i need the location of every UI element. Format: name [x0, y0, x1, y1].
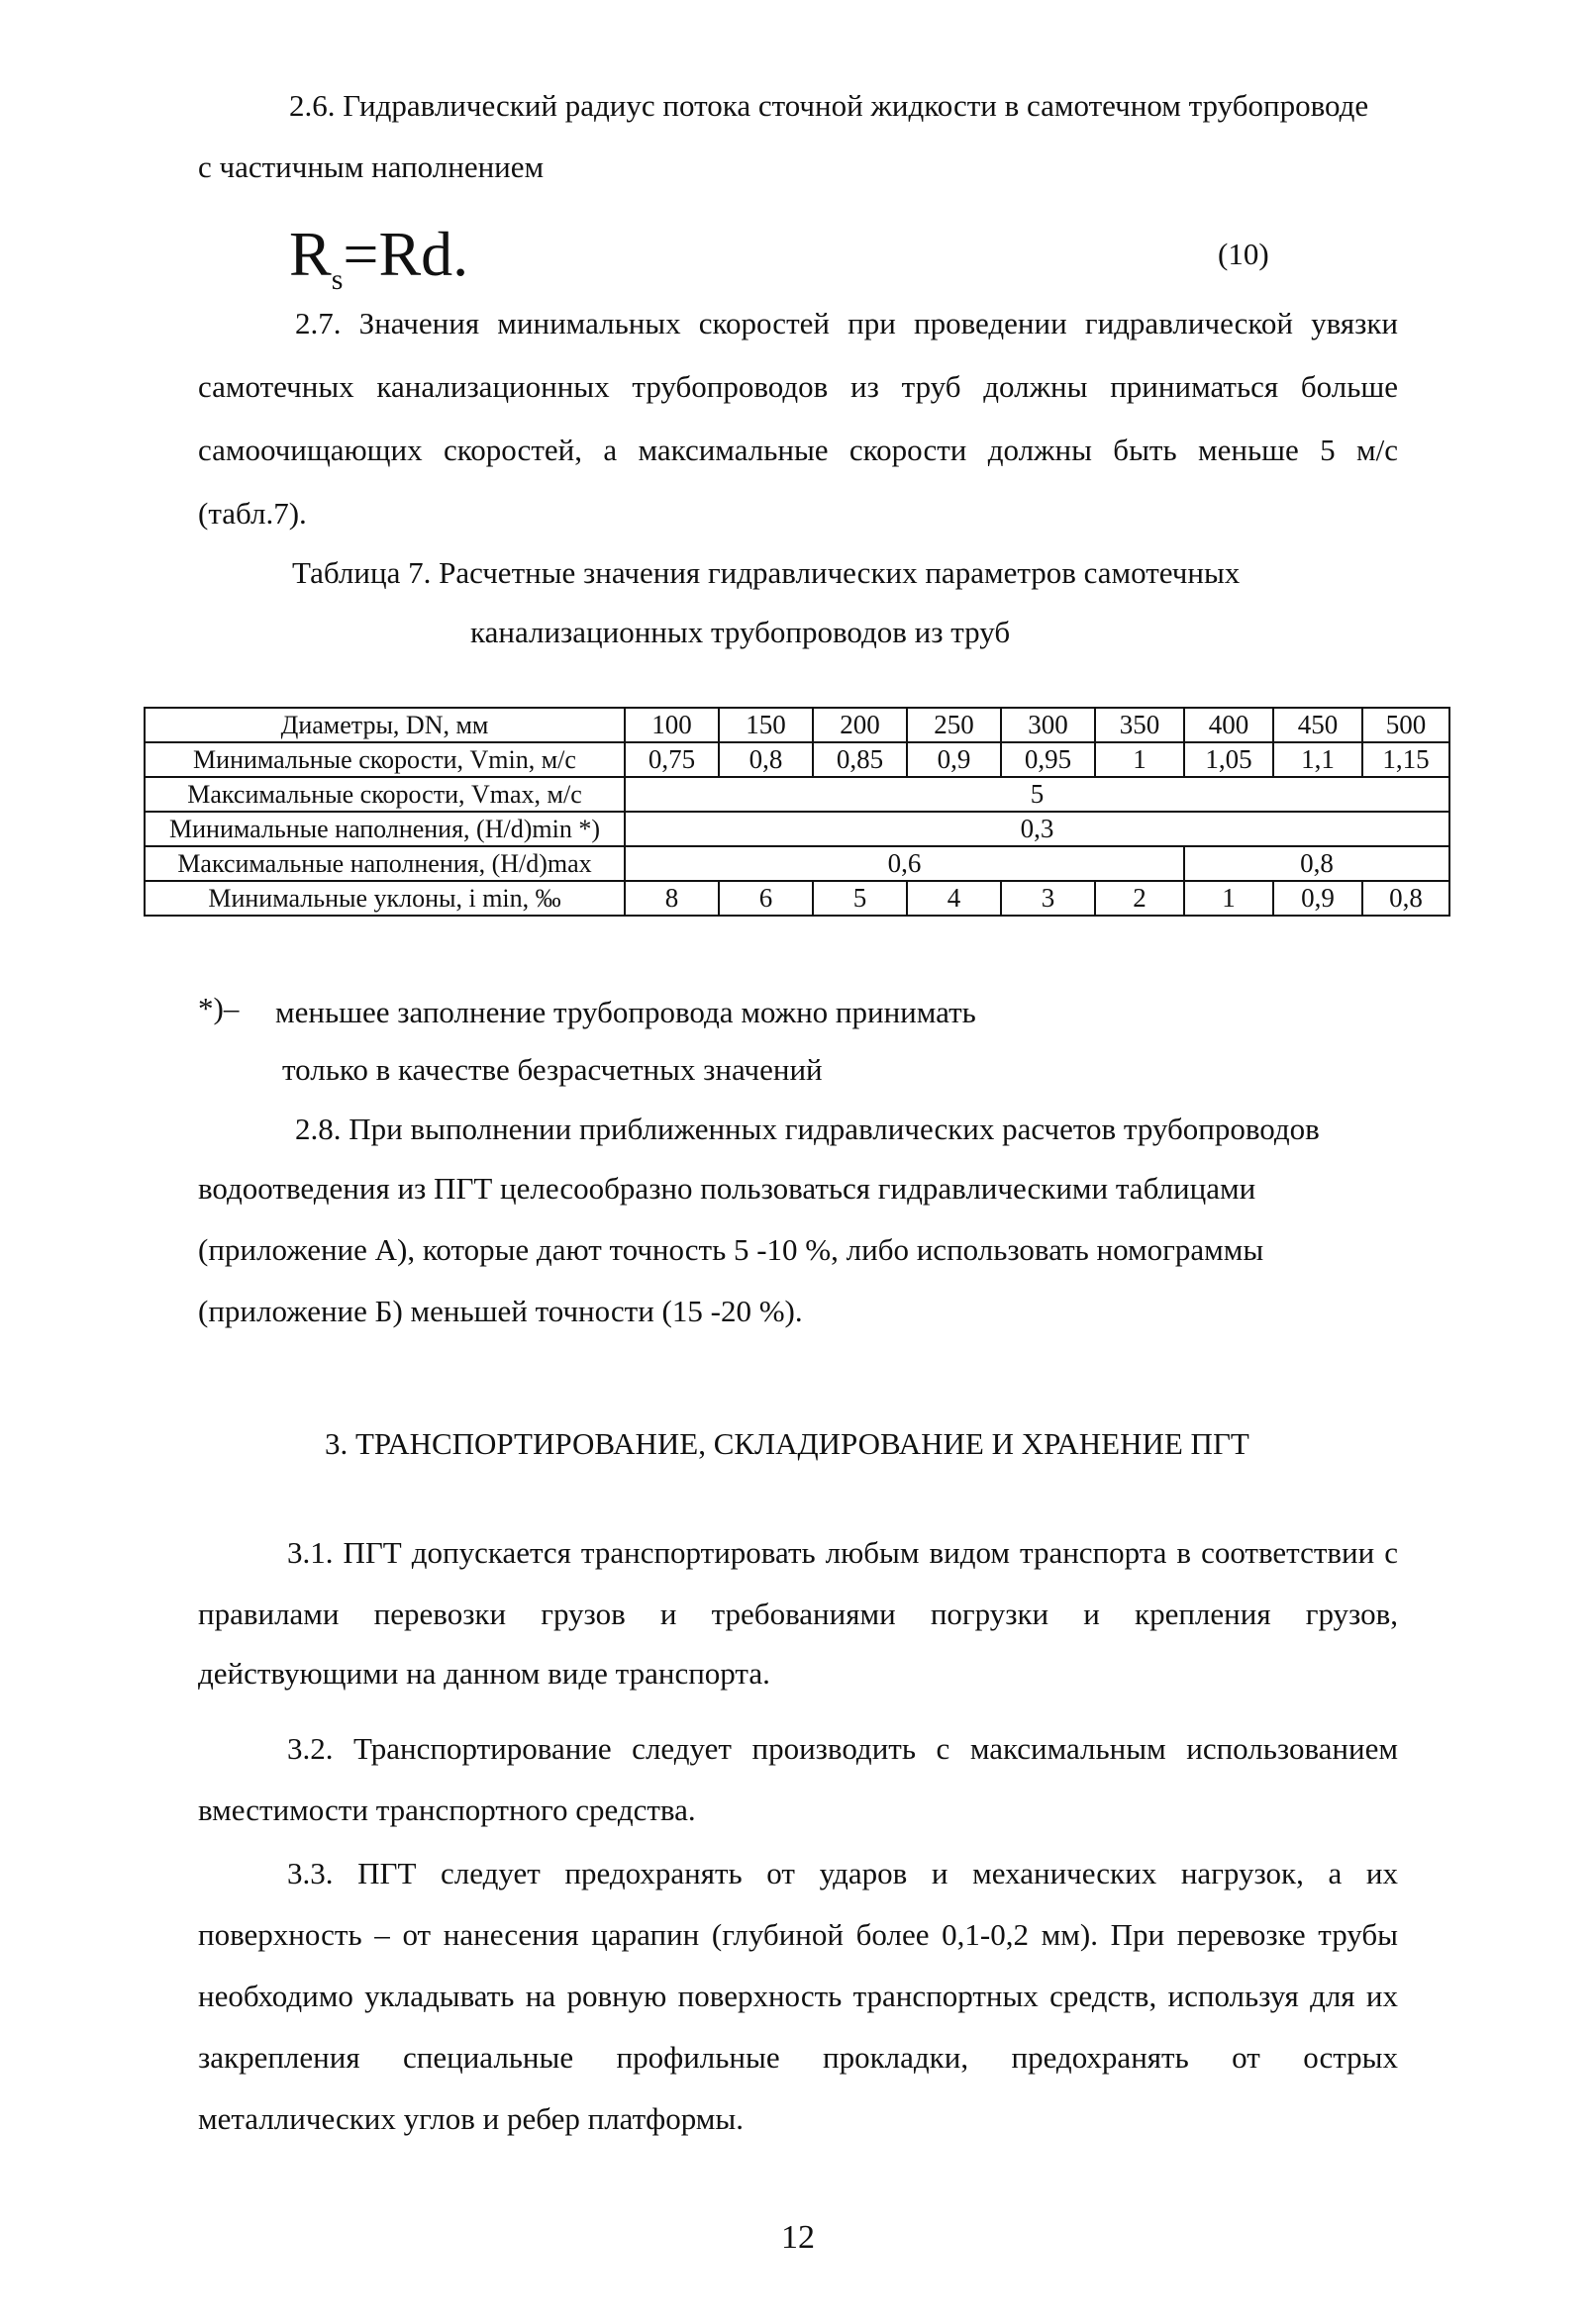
footnote-line2: только в качестве безрасчетных значений: [282, 1052, 823, 1087]
s27-line4: (табл.7).: [198, 496, 307, 531]
formula-rhs: =Rd.: [343, 219, 469, 289]
table-caption-line1: Таблица 7. Расчетные значения гидравлических параметров самотечных: [292, 555, 1241, 590]
s28-line3: (приложение А), которые дают точность 5 -10 %, либо использовать номограммы: [198, 1232, 1264, 1267]
table-row-imin: [145, 881, 1449, 916]
table-cell: 1: [1184, 881, 1273, 916]
s33-line3: необходимо укладывать на ровную поверхность транспортных средств, используя для их: [198, 1979, 1398, 2013]
footnote-line1: меньшее заполнение трубопровода можно принимать: [275, 995, 976, 1029]
table-cell: 6: [719, 881, 813, 916]
s32-line1: 3.2. Транспортирование следует производить с максимальным использованием: [287, 1731, 1398, 1766]
table-cell: 100: [625, 708, 719, 742]
table-cell: 1,05: [1184, 742, 1273, 777]
table-cell: 0,6: [625, 846, 1184, 881]
table-cell: 1,15: [1362, 742, 1449, 777]
row-label-diameters: Диаметры, DN, мм: [145, 708, 625, 742]
table-cell: 0,8: [719, 742, 813, 777]
formula-lhs: R: [289, 219, 332, 289]
table-row-diameters: [145, 708, 1449, 742]
s27-line3: самоочищающих скоростей, а максимальные скорости должны быть меньше 5 м/с: [198, 433, 1398, 467]
table-cell: 200: [813, 708, 907, 742]
table-cell: 0,85: [813, 742, 907, 777]
row-label-imin: Минимальные уклоны, i min, ‰: [145, 881, 625, 916]
table-cell: 250: [907, 708, 1001, 742]
table-row-hmin: [145, 812, 1449, 846]
s32-line2: вместимости транспортного средства.: [198, 1792, 696, 1827]
table-cell: 0,8: [1362, 881, 1449, 916]
table-row-vmin: [145, 742, 1449, 777]
table-cell: 400: [1184, 708, 1273, 742]
formula-sub: s: [331, 262, 344, 296]
s33-line5: металлических углов и ребер платформы.: [198, 2101, 744, 2136]
table-cell: 4: [907, 881, 1001, 916]
s26-line1: 2.6. Гидравлический радиус потока сточной жидкости в самотечном трубопроводе: [289, 88, 1369, 123]
s27-line1: 2.7. Значения минимальных скоростей при проведении гидравлической увязки: [295, 306, 1398, 340]
s26-line2: с частичным наполнением: [198, 149, 545, 184]
table-cell: 5: [813, 881, 907, 916]
table-cell: 350: [1095, 708, 1184, 742]
table-cell: 500: [1362, 708, 1449, 742]
table-cell: 0,8: [1184, 846, 1449, 881]
table-cell: 0,75: [625, 742, 719, 777]
s27-line2: самотечных канализационных трубопроводов из труб должны приниматься больше: [198, 369, 1398, 404]
table-cell: 5: [625, 777, 1449, 812]
s33-line1: 3.3. ПГТ следует предохранять от ударов и механических нагрузок, а их: [287, 1856, 1398, 1890]
hydraulic-parameters-table: [144, 707, 1450, 917]
table-cell: 3: [1001, 881, 1095, 916]
table-row-vmax: [145, 777, 1449, 812]
footnote-mark: *)–: [198, 991, 240, 1025]
section-3-title: 3. ТРАНСПОРТИРОВАНИЕ, СКЛАДИРОВАНИЕ И ХРАНЕНИЕ ПГТ: [325, 1426, 1249, 1461]
table-cell: 8: [625, 881, 719, 916]
table-cell: 2: [1095, 881, 1184, 916]
table-row-hmax: [145, 846, 1449, 881]
s28-line4: (приложение Б) меньшей точности (15 -20 %).: [198, 1294, 803, 1328]
row-label-vmin: Минимальные скорости, Vmin, м/с: [145, 742, 625, 777]
s28-line1: 2.8. При выполнении приближенных гидравлических расчетов трубопроводов: [295, 1112, 1320, 1146]
table-cell: 1: [1095, 742, 1184, 777]
table-cell: 300: [1001, 708, 1095, 742]
s28-line2: водоотведения из ПГТ целесообразно пользоваться гидравлическими таблицами: [198, 1171, 1256, 1206]
table-cell: 1,1: [1273, 742, 1362, 777]
table-cell: 0,3: [625, 812, 1449, 846]
row-label-hmax: Максимальные наполнения, (H/d)max: [145, 846, 625, 881]
s31-line3: действующими на данном виде транспорта.: [198, 1656, 770, 1691]
table-cell: 0,95: [1001, 742, 1095, 777]
table-cell: 0,9: [1273, 881, 1362, 916]
formula-10: [289, 219, 469, 296]
row-label-hmin: Минимальные наполнения, (H/d)min *): [145, 812, 625, 846]
table-cell: 450: [1273, 708, 1362, 742]
table-caption-line2: канализационных трубопроводов из труб: [470, 615, 1011, 649]
page-number: 12: [781, 2219, 815, 2256]
s33-line4: закрепления специальные профильные прокладки, предохранять от острых: [198, 2040, 1398, 2075]
s31-line1: 3.1. ПГТ допускается транспортировать любым видом транспорта в соответствии с: [287, 1535, 1398, 1570]
formula-number: (10): [1218, 237, 1269, 271]
row-label-vmax: Максимальные скорости, Vmax, м/с: [145, 777, 625, 812]
table-cell: 0,9: [907, 742, 1001, 777]
s33-line2: поверхность – от нанесения царапин (глубиной более 0,1-0,2 мм). При перевозке трубы: [198, 1917, 1398, 1952]
table-cell: 150: [719, 708, 813, 742]
s31-line2: правилами перевозки грузов и требованиями погрузки и крепления грузов,: [198, 1597, 1398, 1631]
